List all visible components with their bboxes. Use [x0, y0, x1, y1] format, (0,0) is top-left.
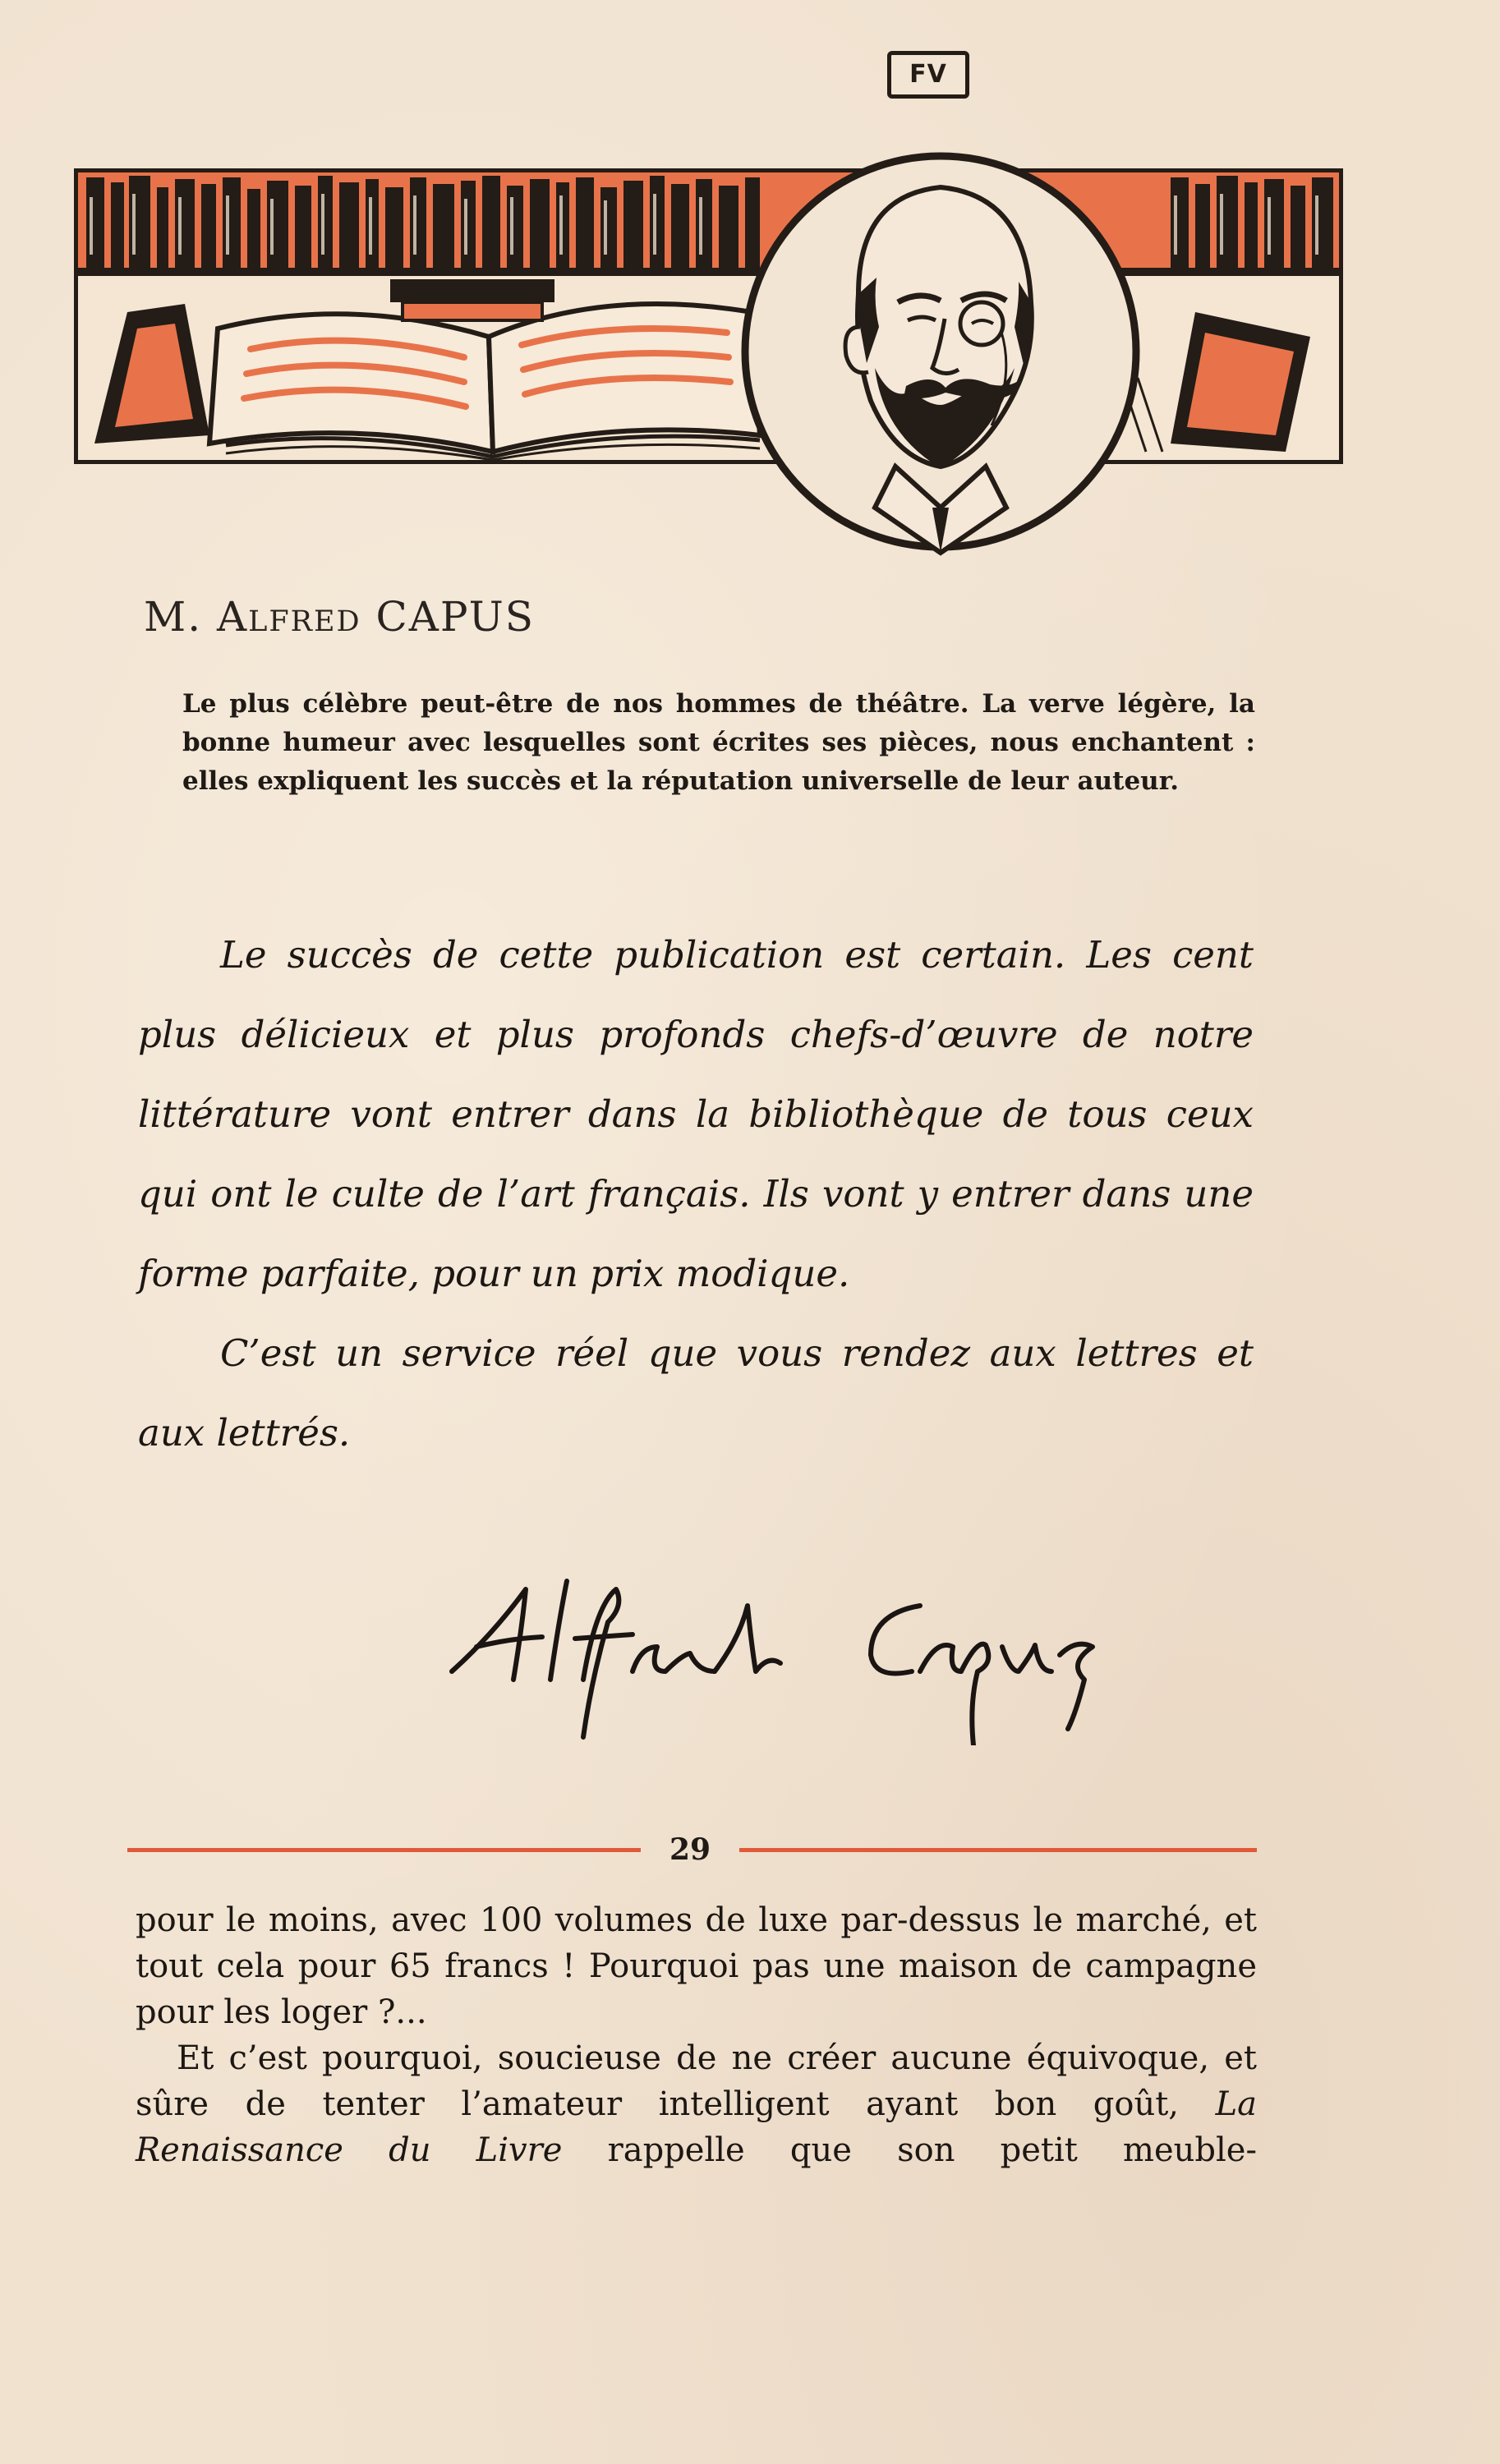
- page-divider: [127, 1830, 1257, 1879]
- body-paragraph-2-end: rappelle que son petit meuble-: [607, 2131, 1257, 2169]
- title-last-name: CAPUS: [375, 593, 536, 641]
- artist-monogram: FV: [887, 51, 969, 99]
- portrait-medallion: [735, 80, 1146, 561]
- title-prefix: M.: [144, 593, 203, 641]
- publisher-name: La Renaissance du Livre: [136, 2085, 1257, 2169]
- body-paragraph-2-start: Et c’est pourquoi, soucieuse de ne créer aucune équivoque, et sûre de tenter l’amateur intelligent ayant bon goût,: [136, 2039, 1257, 2123]
- divider-rule-right: [739, 1848, 1257, 1852]
- body-paragraph-2: [136, 2035, 1257, 2173]
- divider-rule-left: [127, 1848, 641, 1852]
- intro-text: Le plus célèbre peut-être de nos hommes de théâtre. La verve légère, la bonne humeur avec lesquelles sont écrites ses pièces, nous enchantent : elles expliquent les succès et la réputation universelle de leur auteur.: [182, 689, 1255, 796]
- page-number: 29: [669, 1832, 711, 1867]
- body-paragraph-1: pour le moins, avec 100 volumes de luxe par-dessus le marché, et tout cela pour 65 francs ! Pourquoi pas une maison de campagne pour les loger ?...: [136, 1901, 1257, 2031]
- body-text: [136, 1897, 1257, 2173]
- page-title: [144, 593, 1294, 641]
- quote-paragraph-1: Le succès de cette publication est certain. Les cent plus délicieux et plus profonds chefs-d’œuvre de notre littérature vont entrer dans la bibliothèque de tous ceux qui ont le culte de l’art français. Ils vont y entrer dans une forme parfaite, pour un prix modique.: [138, 933, 1254, 1295]
- quote-block: [138, 915, 1254, 1473]
- bookshelf-illustration: [78, 172, 1339, 460]
- quote-paragraph-2: C’est un service réel que vous rendez aux lettres et aux lettrés.: [138, 1331, 1254, 1455]
- intro-paragraph: [182, 685, 1255, 801]
- title-first-name: Alfred: [217, 593, 361, 641]
- banner-illustration: [74, 168, 1343, 464]
- signature: [444, 1556, 1249, 1745]
